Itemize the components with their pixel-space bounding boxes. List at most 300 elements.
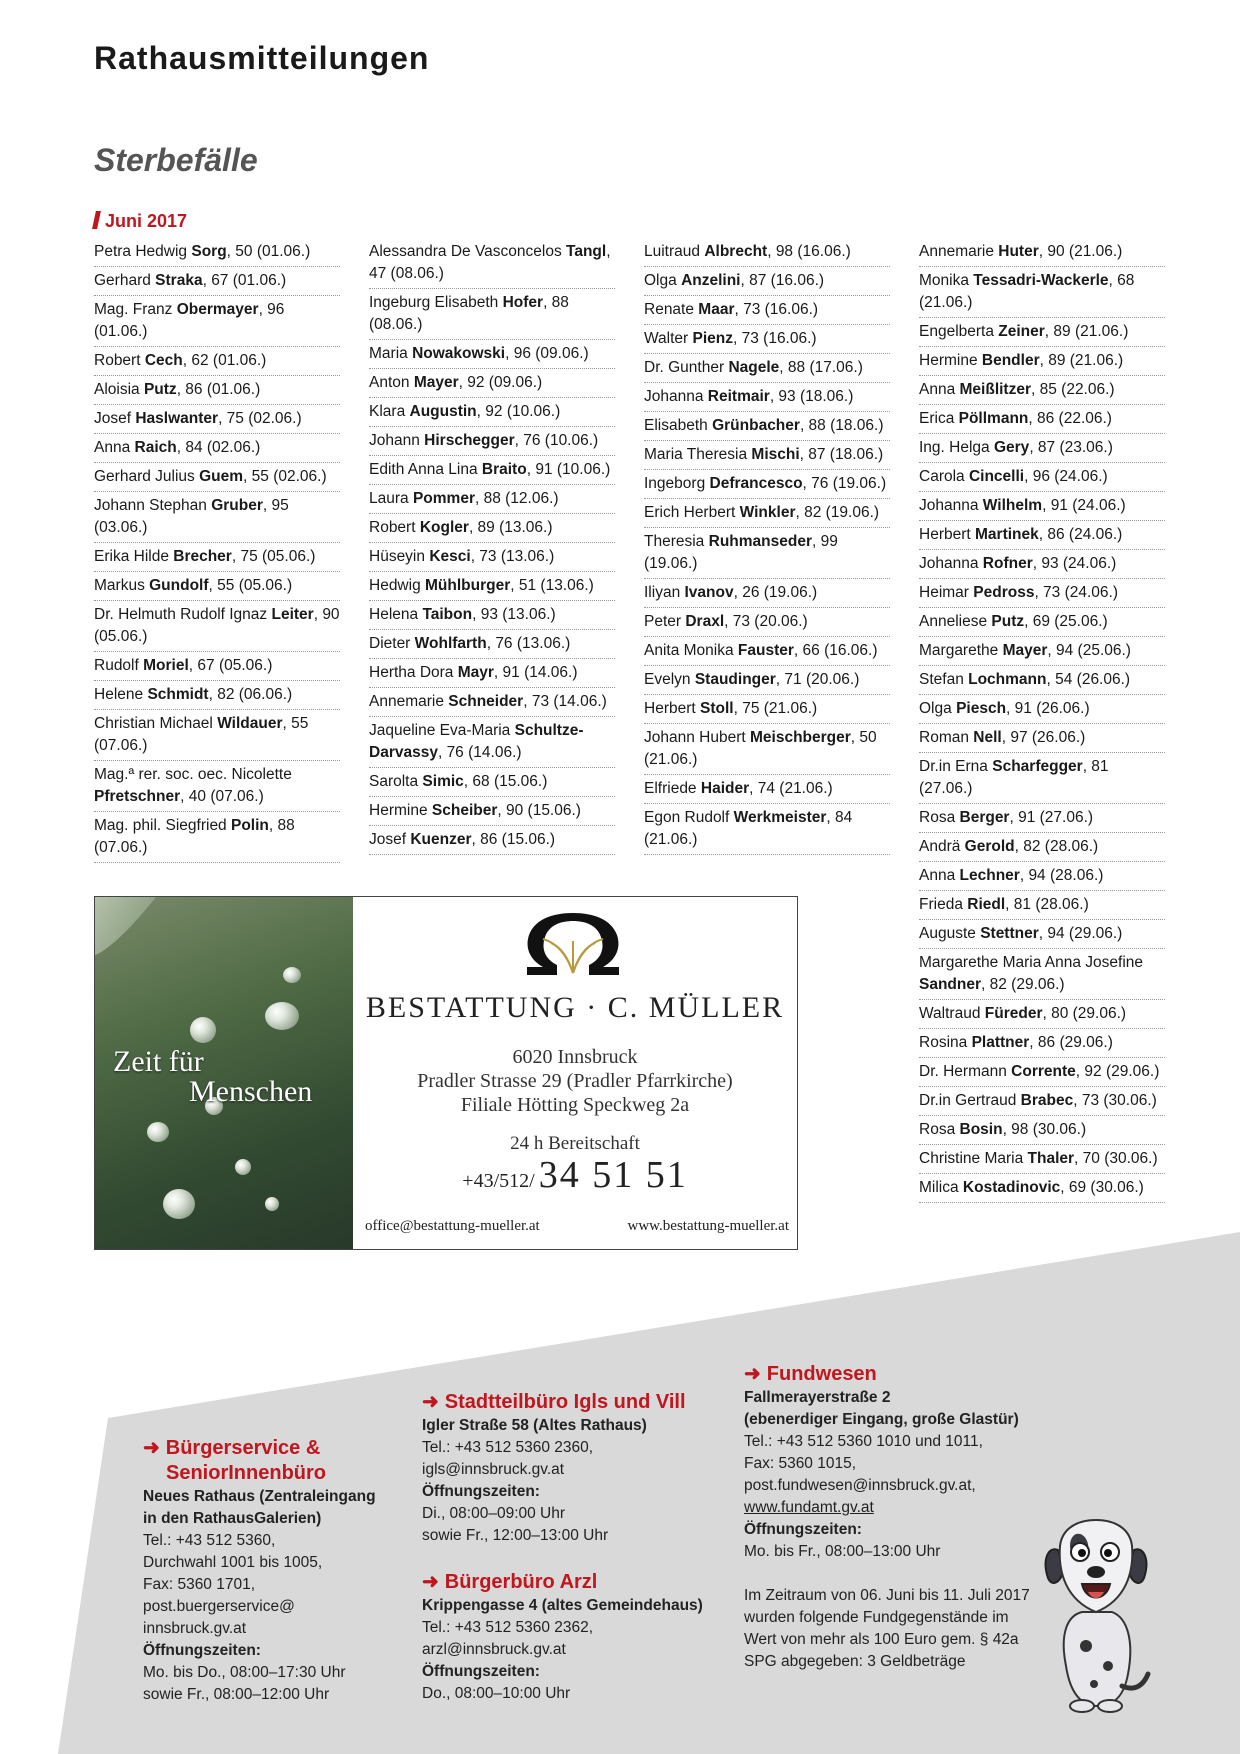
arrow-right-icon: ➜ — [422, 1391, 439, 1413]
age-date: , 62 (01.06.) — [182, 352, 267, 369]
arrow-right-icon: ➜ — [744, 1363, 761, 1385]
igls-email[interactable]: igls@innsbruck.gv.at — [422, 1461, 565, 1478]
obituary-entry — [94, 463, 340, 492]
obituary-entry — [919, 724, 1165, 753]
given-name: Laura — [369, 490, 413, 507]
age-date: , 91 (24.06.) — [1042, 497, 1126, 514]
given-name: Waltraud — [919, 1005, 985, 1022]
surname: Wilhelm — [982, 497, 1043, 514]
surname: Kostadinovic — [962, 1179, 1061, 1196]
buergerservice-phone: Tel.: +43 512 5360, — [143, 1532, 276, 1549]
buergerservice-location: Neues Rathaus (Zentraleingang — [143, 1488, 376, 1505]
given-name: Engelberta — [919, 323, 999, 340]
ad-brand: BESTATTUNG · C. MÜLLER — [365, 991, 785, 1024]
arrow-right-icon: ➜ — [143, 1437, 160, 1459]
age-date: , 54 (26.06.) — [1046, 671, 1131, 688]
surname: Nagele — [728, 359, 780, 376]
surname: Maar — [698, 301, 735, 318]
buergerservice-block — [143, 1436, 403, 1706]
obituary-entry — [644, 724, 890, 775]
obituary-entry — [369, 238, 615, 289]
buergerservice-location-2: in den RathausGalerien) — [143, 1510, 322, 1527]
given-name: Roman — [919, 729, 974, 746]
obituary-entry — [644, 412, 890, 441]
age-date: , 73 (14.06.) — [523, 693, 607, 710]
age-date: , 88 (12.06.) — [474, 490, 559, 507]
obituary-entry — [919, 492, 1165, 521]
surname: Hirschegger — [424, 432, 515, 449]
ad-email[interactable]: office@bestattung-mueller.at — [365, 1218, 540, 1234]
buergerservice-title-2: SeniorInnenbüro — [166, 1462, 326, 1484]
fundwesen-hours-label: Öffnungszeiten: — [744, 1521, 862, 1538]
given-name: Andrä — [919, 838, 965, 855]
obituary-entry — [919, 695, 1165, 724]
given-name: Milica — [919, 1179, 963, 1196]
surname: Anzelini — [681, 272, 741, 289]
given-name: Annemarie — [919, 243, 999, 260]
age-date: , 82 (19.06.) — [795, 504, 880, 521]
age-date: , 51 (13.06.) — [510, 577, 594, 594]
surname: Nell — [973, 729, 1002, 746]
given-name: Peter — [644, 613, 686, 630]
page-title: Rathausmitteilungen — [94, 40, 430, 76]
obituary-entry — [919, 347, 1165, 376]
ad-phone-prefix: +43/512/ — [462, 1170, 535, 1192]
age-date: , 73 (16.06.) — [734, 301, 819, 318]
surname: Fauster — [737, 642, 794, 659]
age-date: , 94 (25.06.) — [1047, 642, 1131, 659]
age-date: , 70 (30.06.) — [1074, 1150, 1158, 1167]
arzl-location: Krippengasse 4 (altes Gemeindehaus) — [422, 1597, 703, 1614]
fundwesen-note: Im Zeitraum von 06. Juni bis 11. Juli 2017 — [744, 1587, 1030, 1604]
surname: Guem — [199, 468, 244, 485]
given-name: Dr.in Gertraud — [919, 1092, 1021, 1109]
fundwesen-block — [744, 1362, 1054, 1673]
age-date: , 89 (21.06.) — [1044, 323, 1129, 340]
surname: Augustin — [409, 403, 477, 420]
age-date: , 69 (30.06.) — [1060, 1179, 1144, 1196]
age-date: , 68 (21.06.) — [919, 272, 1135, 311]
age-date: , 94 (29.06.) — [1038, 925, 1123, 942]
ad-address-line: 6020 Innsbruck — [512, 1046, 638, 1068]
obituary-entry — [644, 354, 890, 383]
obituary-entry — [919, 550, 1165, 579]
obituary-entry — [369, 572, 615, 601]
given-name: Christian Michael — [94, 715, 218, 732]
obituary-entry — [644, 325, 890, 354]
given-name: Helene — [94, 686, 148, 703]
igls-location: Igler Straße 58 (Altes Rathaus) — [422, 1417, 647, 1434]
obituary-entry — [919, 891, 1165, 920]
surname: Ivanov — [684, 584, 734, 601]
given-name: Johanna — [919, 497, 983, 514]
age-date: , 26 (19.06.) — [733, 584, 818, 601]
age-date: , 92 (29.06.) — [1075, 1063, 1160, 1080]
given-name: Olga — [644, 272, 682, 289]
age-date: , 93 (18.06.) — [769, 388, 854, 405]
age-date: , 73 (24.06.) — [1034, 584, 1119, 601]
given-name: Hermine — [919, 352, 982, 369]
given-name: Hertha Dora — [369, 664, 458, 681]
obituary-entry — [94, 492, 340, 543]
obituary-entry — [644, 637, 890, 666]
igls-hours: Di., 08:00–09:00 Uhr — [422, 1505, 566, 1522]
fundwesen-phone: Tel.: +43 512 5360 1010 und 1011, — [744, 1433, 983, 1450]
given-name: Rudolf — [94, 657, 144, 674]
age-date: , 99 (19.06.) — [644, 533, 838, 572]
surname: Gery — [993, 439, 1030, 456]
given-name: Herbert — [644, 700, 700, 717]
given-name: Johann Stephan — [94, 497, 212, 514]
fundwesen-location-2: (ebenerdiger Eingang, große Glastür) — [744, 1411, 1019, 1428]
surname: Ruhmanseder — [708, 533, 812, 550]
age-date: , 88 (07.06.) — [94, 817, 295, 856]
funeral-advertisement — [94, 896, 798, 1250]
obituary-entry — [919, 833, 1165, 862]
surname: Wildauer — [217, 715, 283, 732]
ad-phone — [353, 1153, 797, 1197]
age-date: , 91 (10.06.) — [526, 461, 611, 478]
igls-title: ➜ Stadtteilbüro Igls und Vill — [422, 1391, 686, 1413]
given-name: Ingeburg Elisabeth — [369, 294, 503, 311]
age-date: , 55 (05.06.) — [208, 577, 293, 594]
obituary-entry — [369, 369, 615, 398]
given-name: Johanna — [644, 388, 708, 405]
buergerservice-extension: Durchwahl 1001 bis 1005, — [143, 1554, 323, 1571]
obituary-entry — [919, 318, 1165, 347]
given-name: Ingeborg — [644, 475, 710, 492]
ad-slogan — [113, 1047, 312, 1107]
given-name: Jaqueline Eva-Maria — [369, 722, 515, 739]
given-name: Erika Hilde — [94, 548, 174, 565]
given-name: Maria Theresia — [644, 446, 752, 463]
obituary-entry — [919, 608, 1165, 637]
obituary-entry — [919, 376, 1165, 405]
given-name: Helena — [369, 606, 423, 623]
ad-website[interactable]: www.bestattung-mueller.at — [627, 1218, 789, 1234]
ad-address-line: Pradler Strasse 29 (Pradler Pfarrkirche) — [417, 1070, 733, 1092]
given-name: Anna — [94, 439, 135, 456]
age-date: , 96 (01.06.) — [94, 301, 285, 340]
given-name: Klara — [369, 403, 410, 420]
obituary-entry — [919, 920, 1165, 949]
buergerservice-title: ➜ Bürgerservice & — [143, 1437, 321, 1459]
fundwesen-note-2: wurden folgende Fundgegenstände im — [744, 1609, 1009, 1626]
obituary-entry — [919, 463, 1165, 492]
age-date: , 98 (16.06.) — [767, 243, 851, 260]
age-date: , 55 (07.06.) — [94, 715, 309, 754]
surname: Polin — [231, 817, 269, 834]
surname: Brabec — [1020, 1092, 1074, 1109]
surname: Leiter — [271, 606, 314, 623]
given-name: Evelyn — [644, 671, 695, 688]
dog-mascot-icon — [1036, 1516, 1156, 1716]
surname: Lechner — [959, 867, 1020, 884]
surname: Haider — [700, 780, 750, 797]
obituary-entry — [369, 427, 615, 456]
surname: Albrecht — [704, 243, 768, 260]
obituary-entry — [644, 296, 890, 325]
obituary-entry — [919, 1174, 1165, 1203]
age-date: , 81 (28.06.) — [1005, 896, 1089, 913]
arzl-hours-label: Öffnungszeiten: — [422, 1663, 540, 1680]
obituary-entry — [94, 652, 340, 681]
section-title: Sterbefälle — [94, 142, 258, 178]
given-name: Sarolta — [369, 773, 423, 790]
arzl-phone: Tel.: +43 512 5360 2362, — [422, 1619, 594, 1636]
obituary-entry — [919, 1087, 1165, 1116]
fundwesen-website-link[interactable]: www.fundamt.gv.at — [744, 1499, 874, 1516]
obituary-entry — [369, 826, 615, 855]
obituary-entry — [644, 528, 890, 579]
given-name: Josef — [94, 410, 136, 427]
obituary-entry — [644, 608, 890, 637]
obituary-entry — [369, 797, 615, 826]
surname: Schultze-Darvassy — [369, 722, 584, 761]
age-date: , 75 (02.06.) — [218, 410, 302, 427]
obituary-entry — [94, 376, 340, 405]
given-name: Johanna — [919, 555, 983, 572]
ad-address — [353, 1045, 797, 1117]
surname: Meischberger — [750, 729, 851, 746]
arzl-email[interactable]: arzl@innsbruck.gv.at — [422, 1641, 566, 1658]
given-name: Erica — [919, 410, 959, 427]
age-date: , 94 (28.06.) — [1019, 867, 1104, 884]
surname: Kesci — [429, 548, 471, 565]
surname: Moriel — [143, 657, 189, 674]
surname: Mayer — [1002, 642, 1048, 659]
age-date: , 87 (16.06.) — [740, 272, 825, 289]
surname: Schmidt — [147, 686, 209, 703]
age-date: , 40 (07.06.) — [180, 788, 264, 805]
given-name: Alessandra De Vasconcelos — [369, 243, 567, 260]
given-name: Anita Monika — [644, 642, 738, 659]
age-date: , 90 (05.06.) — [94, 606, 340, 645]
surname: Pienz — [692, 330, 733, 347]
surname: Grünbacher — [712, 417, 800, 434]
obituary-entry — [644, 470, 890, 499]
age-date: , 73 (16.06.) — [733, 330, 817, 347]
surname: Braito — [481, 461, 527, 478]
surname: Mühlburger — [425, 577, 511, 594]
given-name: Rosina — [919, 1034, 972, 1051]
given-name: Johann Hubert — [644, 729, 750, 746]
surname: Scheiber — [431, 802, 498, 819]
age-date: , 88 (08.06.) — [369, 294, 569, 333]
buergerservice-email-2[interactable]: innsbruck.gv.at — [143, 1620, 247, 1637]
given-name: Gerhard — [94, 272, 156, 289]
age-date: , 67 (05.06.) — [188, 657, 273, 674]
surname: Cech — [144, 352, 183, 369]
surname: Corrente — [1011, 1063, 1076, 1080]
given-name: Egon Rudolf — [644, 809, 734, 826]
age-date: , 76 (19.06.) — [802, 475, 887, 492]
buergerservice-hours-label: Öffnungszeiten: — [143, 1642, 261, 1659]
age-date: , 75 (05.06.) — [231, 548, 316, 565]
age-date: , 93 (13.06.) — [472, 606, 556, 623]
given-name: Mag. phil. Siegfried — [94, 817, 231, 834]
age-date: , 82 (28.06.) — [1014, 838, 1099, 855]
age-date: , 88 (18.06.) — [799, 417, 884, 434]
given-name: Olga — [919, 700, 957, 717]
given-name: Aloisia — [94, 381, 144, 398]
given-name: Gerhard Julius — [94, 468, 200, 485]
given-name: Anna — [919, 867, 960, 884]
age-date: , 73 (13.06.) — [470, 548, 555, 565]
age-date: , 91 (27.06.) — [1009, 809, 1094, 826]
age-date: , 76 (10.06.) — [514, 432, 599, 449]
surname: Sandner — [919, 976, 982, 993]
surname: Bendler — [981, 352, 1040, 369]
obituary-entry — [919, 1058, 1165, 1087]
obituary-entry — [94, 347, 340, 376]
surname: Haslwanter — [135, 410, 219, 427]
given-name: Frieda — [919, 896, 968, 913]
obituary-entry — [919, 804, 1165, 833]
given-name: Edith Anna Lina — [369, 461, 482, 478]
fundwesen-fax: Fax: 5360 1015, — [744, 1455, 857, 1472]
surname: Pöllmann — [958, 410, 1029, 427]
surname: Gerold — [964, 838, 1015, 855]
given-name: Herbert — [919, 526, 975, 543]
buergerservice-hours-2: sowie Fr., 08:00–12:00 Uhr — [143, 1686, 330, 1703]
age-date: , 86 (01.06.) — [176, 381, 261, 398]
fundwesen-location: Fallmerayerstraße 2 — [744, 1389, 891, 1406]
obituary-entry — [644, 238, 890, 267]
age-date: , 95 (03.06.) — [94, 497, 289, 536]
age-date: , 86 (22.06.) — [1028, 410, 1112, 427]
age-date: , 86 (24.06.) — [1038, 526, 1123, 543]
age-date: , 91 (26.06.) — [1006, 700, 1090, 717]
given-name: Annemarie — [369, 693, 449, 710]
surname: Schneider — [448, 693, 524, 710]
given-name: Erich Herbert — [644, 504, 740, 521]
obituary-entry — [369, 485, 615, 514]
obituary-column-2 — [369, 238, 615, 855]
buergerservice-email[interactable]: post.buergerservice@ — [143, 1598, 295, 1615]
given-name: Robert — [94, 352, 145, 369]
age-date: , 66 (16.06.) — [793, 642, 878, 659]
age-date: , 89 (21.06.) — [1039, 352, 1124, 369]
ad-contacts — [365, 1218, 789, 1235]
fundwesen-hours: Mo. bis Fr., 08:00–13:00 Uhr — [744, 1543, 941, 1560]
given-name: Ing. Helga — [919, 439, 994, 456]
age-date: , 87 (18.06.) — [799, 446, 884, 463]
age-date: , 96 (24.06.) — [1024, 468, 1108, 485]
obituary-entry — [919, 267, 1165, 318]
arrow-right-icon: ➜ — [422, 1571, 439, 1593]
obituary-entry — [369, 768, 615, 797]
age-date: , 91 (14.06.) — [493, 664, 578, 681]
obituary-entry — [919, 1116, 1165, 1145]
surname: Gundolf — [149, 577, 209, 594]
age-date: , 82 (29.06.) — [981, 976, 1065, 993]
ad-photo — [95, 897, 353, 1249]
surname: Raich — [134, 439, 177, 456]
age-date: , 96 (09.06.) — [505, 345, 589, 362]
age-date: , 85 (22.06.) — [1031, 381, 1115, 398]
obituary-entry — [644, 383, 890, 412]
arzl-title: ➜ Bürgerbüro Arzl — [422, 1571, 598, 1593]
surname: Zeiner — [998, 323, 1045, 340]
age-date: , 50 (01.06.) — [226, 243, 311, 260]
given-name: Elfriede — [644, 780, 701, 797]
surname: Pommer — [412, 490, 475, 507]
obituary-entry — [94, 296, 340, 347]
age-date: , 84 (21.06.) — [644, 809, 853, 848]
age-date: , 75 (21.06.) — [733, 700, 818, 717]
surname: Thaler — [1027, 1150, 1075, 1167]
surname: Defrancesco — [709, 475, 803, 492]
given-name: Renate — [644, 301, 699, 318]
obituary-entry — [919, 862, 1165, 891]
given-name: Petra Hedwig — [94, 243, 192, 260]
obituary-entry — [919, 949, 1165, 1000]
age-date: , 47 (08.06.) — [369, 243, 611, 282]
given-name: Margarethe — [919, 642, 1003, 659]
given-name: Hermine — [369, 802, 432, 819]
given-name: Christine Maria — [919, 1150, 1028, 1167]
age-date: , 81 (27.06.) — [919, 758, 1109, 797]
arzl-block — [422, 1570, 722, 1705]
obituary-entry — [369, 717, 615, 768]
age-date: , 67 (01.06.) — [202, 272, 287, 289]
obituary-entry — [644, 441, 890, 470]
age-date: , 89 (13.06.) — [468, 519, 553, 536]
month-heading: Juni 2017 — [94, 211, 187, 232]
buergerservice-hours: Mo. bis Do., 08:00–17:30 Uhr — [143, 1664, 346, 1681]
obituary-entry — [919, 434, 1165, 463]
surname: Rofner — [982, 555, 1033, 572]
given-name: Johann — [369, 432, 425, 449]
given-name: Iliyan — [644, 584, 685, 601]
obituary-entry — [919, 1145, 1165, 1174]
age-date: , 80 (29.06.) — [1042, 1005, 1127, 1022]
fundwesen-email[interactable]: post.fundwesen@innsbruck.gv.at, — [744, 1477, 976, 1494]
surname: Reitmair — [707, 388, 770, 405]
ad-slogan-line1: Zeit für — [113, 1045, 204, 1078]
given-name: Hüseyin — [369, 548, 430, 565]
surname: Putz — [143, 381, 177, 398]
igls-phone: Tel.: +43 512 5360 2360, — [422, 1439, 594, 1456]
arzl-hours: Do., 08:00–10:00 Uhr — [422, 1685, 571, 1702]
obituary-entry — [94, 267, 340, 296]
given-name: Heimar — [919, 584, 974, 601]
surname: Tessadri-Wackerle — [973, 272, 1109, 289]
given-name: Walter — [644, 330, 693, 347]
given-name: Hedwig — [369, 577, 425, 594]
given-name: Josef — [369, 831, 411, 848]
surname: Staudinger — [694, 671, 776, 688]
age-date: , 76 (14.06.) — [437, 744, 522, 761]
given-name: Luitraud — [644, 243, 705, 260]
obituary-entry — [94, 601, 340, 652]
age-date: , 92 (09.06.) — [458, 374, 543, 391]
surname: Wohlfarth — [414, 635, 487, 652]
age-date: , 55 (02.06.) — [243, 468, 327, 485]
ad-phone-number: 34 51 51 — [538, 1154, 688, 1196]
obituary-entry — [94, 761, 340, 812]
surname: Lochmann — [968, 671, 1047, 688]
given-name: Carola — [919, 468, 969, 485]
surname: Gruber — [211, 497, 263, 514]
surname: Scharfegger — [992, 758, 1083, 775]
obituary-entry — [644, 267, 890, 296]
fundwesen-note-3: Wert von mehr als 100 Euro gem. § 42a — [744, 1631, 1019, 1648]
obituary-entry — [644, 695, 890, 724]
surname: Mischi — [751, 446, 800, 463]
obituary-entry — [644, 804, 890, 855]
